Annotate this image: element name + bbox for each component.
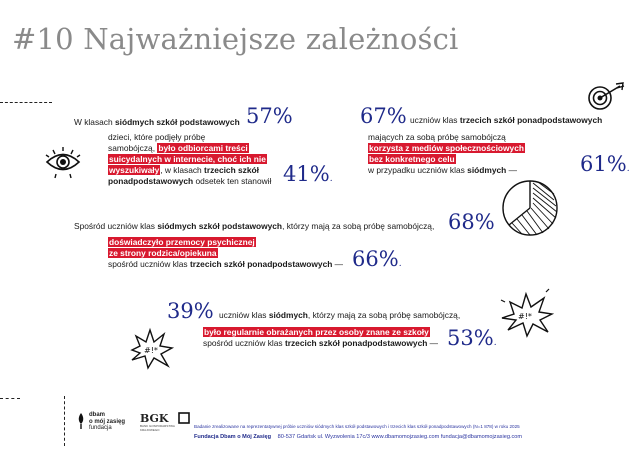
block1-pct2-value: 41% — [283, 162, 330, 186]
block4-head-bold: siódmych — [268, 310, 308, 320]
block2-highlight-b: bez konkretnego celu — [369, 154, 455, 164]
block4-line2 — [203, 338, 438, 349]
block3-pct2: 66%. — [352, 247, 402, 271]
block1-line5 — [108, 176, 271, 187]
svg-text:#!*: #!* — [144, 346, 158, 355]
block2-line1: mających za sobą próbę samobójczą — [368, 132, 506, 142]
block1-line4-bold: trzecich szkół — [204, 165, 259, 175]
block3-highlight-a: doświadczyło przemocy psychicznej — [109, 237, 255, 247]
footer-contact — [194, 434, 522, 440]
block1-pct: 57% — [246, 104, 293, 128]
block2-highlight-a: korzysta z mediów społecznościowych — [369, 143, 524, 153]
block3-pct2-value: 66% — [352, 247, 399, 271]
block1-highlight-b: suicydalnych w internecie, choć ich nie — [109, 154, 266, 164]
eye-icon — [44, 145, 82, 184]
block1-line3 — [108, 154, 267, 165]
block1-line4-post: , w klasach — [160, 165, 205, 175]
block1-intro-bold: siódmych szkół podstawowych — [114, 117, 240, 127]
block2-line3 — [368, 154, 456, 165]
block4-head — [219, 310, 460, 321]
logo-dbam-line1: dbam — [89, 412, 106, 418]
block2-line2 — [368, 143, 525, 154]
block1-intro — [74, 117, 240, 128]
block1-line4 — [108, 165, 259, 176]
block2-pct2-value: 61% — [580, 152, 627, 176]
block1-pct2: 41%. — [283, 162, 333, 186]
block1-intro-text: W klasach — [74, 117, 115, 127]
footer-org: Fundacja Dbam o Mój Zasięg — [194, 434, 272, 440]
block1-highlight-a: było odbiorcami treści — [158, 143, 248, 153]
block3-head-pre: Spośród uczniów klas — [74, 221, 158, 231]
block3-head — [74, 221, 434, 232]
footer-divider-vertical — [64, 396, 65, 446]
block1-line1: dzieci, które podjęły próbę — [108, 132, 206, 142]
block3-pct: 68% — [448, 210, 495, 234]
svg-text:#!*: #!* — [518, 312, 532, 321]
block2-pct: 67% — [360, 104, 407, 128]
block1-line2 — [108, 143, 249, 154]
block4-line2-pre: spośród uczniów klas — [203, 338, 285, 348]
pie-sketch-icon — [500, 178, 560, 243]
block2-pct2: 61%. — [580, 152, 630, 176]
block2-line4-post: — — [506, 165, 517, 175]
burst-icon-left — [126, 326, 176, 375]
page-title: #10 Najważniejsze zależności — [12, 22, 459, 56]
logo-dbam-mark-icon — [76, 412, 86, 430]
block2-head — [410, 115, 602, 126]
block4-pct2-value: 53% — [447, 326, 494, 350]
block1-line5-bold: ponadpodstawowych — [108, 176, 194, 186]
target-icon — [586, 82, 626, 117]
block3-line3-bold: trzecich szkół ponadpodstawowych — [189, 259, 333, 269]
block4-head-pre: uczniów klas — [219, 310, 269, 320]
block2-line4 — [368, 165, 517, 176]
footer-address: 80-537 Gdańsk ul. Wyzwolenia 17c/3 www.dbamomojzasieg.com fundacja@dbamomojzasieg.com — [277, 434, 523, 440]
logo-bgk — [140, 412, 190, 432]
block4-head-post: , którzy mają za sobą próbę samobójczą, — [307, 310, 461, 320]
building-logo-icon — [178, 412, 190, 424]
block1-line2-pre: samobójczą, — [108, 143, 158, 153]
burst-icon-right — [498, 288, 554, 343]
block1-highlight-c: wyszukiwały — [109, 165, 160, 175]
logo-dbam-line2: o mój zasięg — [89, 418, 126, 425]
logo-bgk-sub2: KRAJOWEGO — [140, 427, 160, 432]
logo-dbam-line3: fundacja — [89, 425, 112, 431]
block4-pct: 39% — [167, 299, 214, 323]
block3-line3-post: — — [332, 259, 344, 269]
logo-bgk-sub1: BANK GOSPODARSTWA — [140, 424, 175, 428]
block3-head-bold: siódmych szkół podstawowych — [157, 221, 283, 231]
footer-divider-left — [0, 398, 20, 399]
footer-note: Badanie zrealizowane na reprezentatywnej próbie uczniów siódmych klas szkół podstawowych i trzecich klas szkół ponadpodstawowych (N=1 878) w roku 2025 — [194, 424, 520, 429]
block3-line3-pre: spośród uczniów klas — [108, 259, 190, 269]
block3-highlight-b: ze strony rodzica/opiekuna — [109, 248, 217, 258]
logo-dbam — [76, 412, 125, 432]
block4-highlight-a: było regularnie obrażanych przez osoby znane ze szkoły — [204, 327, 429, 337]
block2-line4-bold: siódmych — [467, 165, 507, 175]
block4-pct2: 53%. — [447, 326, 497, 350]
block4-line1 — [203, 327, 430, 338]
logo-bgk-text: BGK — [140, 412, 169, 425]
block2-line4-pre: w przypadku uczniów klas — [368, 165, 468, 175]
block3-line3 — [108, 259, 343, 270]
block3-head-post: , którzy mają za sobą próbę samobójczą, — [282, 221, 435, 231]
block3-line1 — [108, 237, 256, 248]
block4-line2-post: — — [427, 338, 439, 348]
block2-head-pre: uczniów klas — [410, 115, 460, 125]
block2-head-bold: trzecich szkół ponadpodstawowych — [459, 115, 603, 125]
block1-line5-post: odsetek ten stanowił — [193, 176, 272, 186]
divider-dashed-left — [0, 102, 52, 103]
block3-line2 — [108, 248, 218, 259]
block4-line2-bold: trzecich szkół ponadpodstawowych — [284, 338, 428, 348]
